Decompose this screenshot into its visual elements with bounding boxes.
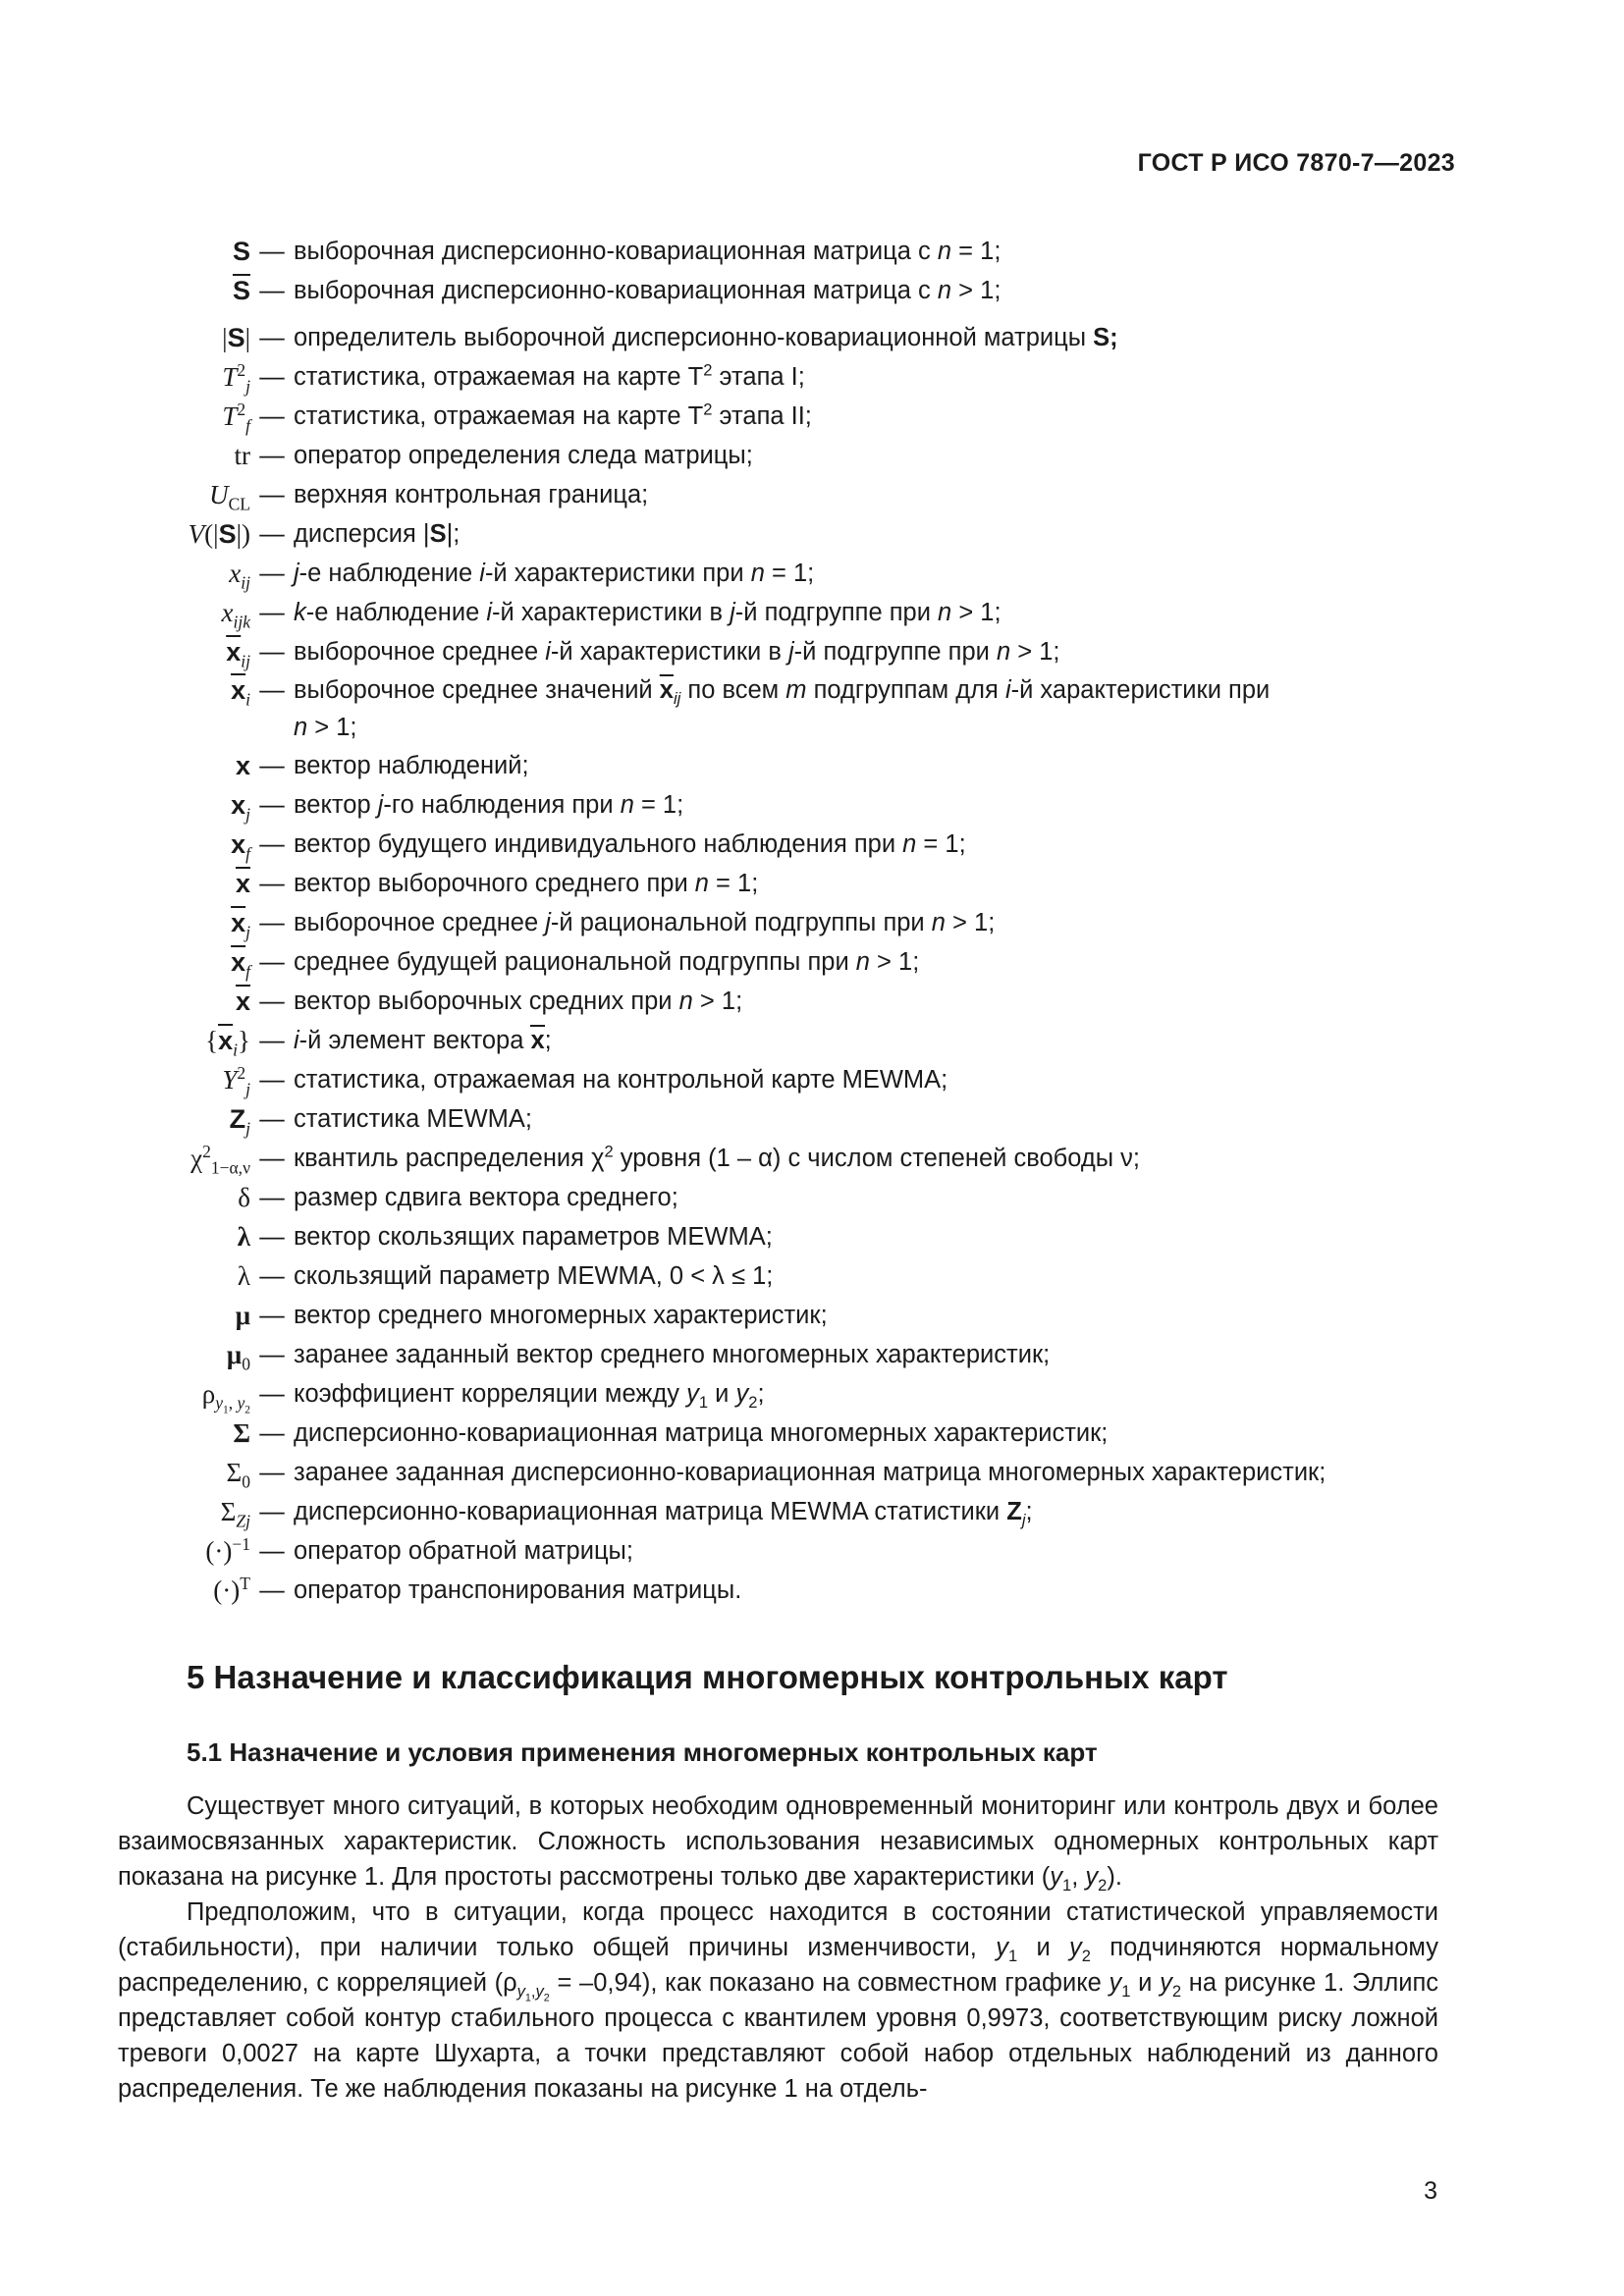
symbol-description: размер сдвига вектора среднего; [294,1184,678,1211]
symbol-row: S — выборочная дисперсионно-ковариационная матрица с n = 1; [0,232,1624,271]
symbol-row: $x_{ij}$ — j-е наблюдение i-й характеристики при n = 1; [0,554,1624,593]
symbol-description: вектор будущего индивидуального наблюдения при n = 1; [294,830,966,858]
symbol-row: $(\cdot)^T$ — оператор транспонирования матрицы. [0,1571,1624,1610]
symbol: $\overline{x}_f$ [231,947,250,982]
body-text [118,1789,1438,2107]
symbol-row: $(\cdot)^{-1}$ — оператор обратной матрицы; [0,1531,1624,1571]
symbol-row: |S| — определитель выборочной дисперсионно-ковариационной матрицы S; [0,318,1624,357]
symbol: $Y^2_j$ [222,1063,250,1099]
symbol-description: статистика, отражаемая на карте $T^2$ этапа I; [294,360,805,391]
symbol: $x_{ij}$ [229,559,250,593]
symbol: $\overline{x}$ [235,869,250,898]
symbol-row: $\overline{x}$ — вектор выборочных средних при n > 1; [0,982,1624,1021]
symbol-row: tr — оператор определения следа матрицы; [0,436,1624,475]
symbol-row: $\Sigma_0$ — заранее заданная дисперсионно-ковариационная матрица многомерных характеристик; [0,1453,1624,1492]
symbol: Σ [233,1418,250,1448]
symbol-row: λ — скользящий параметр MEWMA, 0 < λ ≤ 1; [0,1256,1624,1296]
symbol-description: вектор среднего многомерных характеристик; [294,1302,828,1329]
symbol-description: квантиль распределения $\chi^2$ уровня (1 – α) с числом степеней свободы ν; [294,1142,1140,1172]
symbol-row: $\rho_{y_1, y_2}$ — коэффициент корреляции между $y_1$ и $y_2$; [0,1374,1624,1414]
symbol-row: $\chi^2_{1-\alpha,\nu}$ — квантиль распределения $\chi^2$ уровня (1 – α) с числом степеней свободы ν; [0,1139,1624,1178]
symbol: $Z_j$ [229,1104,250,1139]
symbol-description: выборочная дисперсионно-ковариационная матрица с n = 1; [294,238,1001,265]
symbol-row: $\overline{x}$ — вектор выборочного среднего при n = 1; [0,864,1624,903]
symbol: V(|S|) [188,519,250,549]
symbol-description: k-е наблюдение i-й характеристики в j-й подгруппе при n > 1; [294,599,1001,626]
paragraph: Предположим, что в ситуации, когда процесс находится в состоянии статистической управляемости (стабильности), при наличии только общей причины изменчивости, $y_1$ и $y_2$ подчиняются нормальному распределению, с корреляцией $(\rho_{y_1,y_2} = -0,94)$, как показано на совместном графике $y_1$ и $y_2$ на рисунке 1. Эллипс представляет собой контур стабильного процесса с квантилем уровня 0,9973, соответствующим риску ложной тревоги 0,0027 на карте Шухарта, а точки представляют собой набор отдельных наблюдений из данного распределения. Те же наблюдения показаны на рисунке 1 на отдель- [118,1898,1439,2103]
symbol-row: μ — вектор среднего многомерных характеристик; [0,1296,1624,1335]
symbol-description: выборочное среднее j-й рациональной подгруппы при n > 1; [294,909,996,936]
symbol-row: λ — вектор скользящих параметров MEWMA; [0,1217,1624,1256]
symbol-row: x — вектор наблюдений; [0,746,1624,785]
section-heading: 5 Назначение и классификация многомерных контрольных карт [187,1659,1228,1695]
symbol-description: статистика MEWMA; [294,1105,532,1133]
symbol-row: $x_j$ — вектор j-го наблюдения при n = 1; [0,785,1624,825]
symbol-description: заранее заданный вектор среднего многомерных характеристик; [294,1341,1051,1368]
symbol-description: оператор определения следа матрицы; [294,442,753,469]
symbol: $\overline{x}$ [235,987,250,1016]
symbol: $\chi^2_{1-\alpha,\nu}$ [190,1142,250,1178]
symbol-row: δ — размер сдвига вектора среднего; [0,1178,1624,1217]
symbol: $\rho_{y_1, y_2}$ [201,1379,250,1416]
paragraph: Существует много ситуаций, в которых необходим одновременный мониторинг или контроль двух и более взаимосвязанных характеристик. Сложность использования независимых одномерных контрольных карт показана на рисунке 1. Для простоты рассмотрены только две характеристики ($y_1$, $y_2$). [118,1792,1438,1896]
symbol-description: вектор j-го наблюдения при n = 1; [294,791,684,819]
symbol: μ [235,1301,250,1330]
symbol-description: оператор транспонирования матрицы. [294,1576,742,1604]
symbol: λ [237,1222,250,1252]
document-code: ГОСТ Р ИСО 7870-7—2023 [1137,149,1455,177]
symbol: $\overline{x}_i$ [231,675,250,710]
symbol: $(\cdot)^{-1}$ [205,1534,250,1566]
symbol: $\{\overline{x}_i\}$ [205,1026,250,1060]
page-number: 3 [1424,2177,1437,2205]
symbol-description: заранее заданная дисперсионно-ковариационная матрица многомерных характеристик; [294,1459,1326,1486]
symbol-description: вектор скользящих параметров MEWMA; [294,1223,773,1251]
symbol-row: $T^2_f$ — статистика, отражаемая на карте $T^2$ этапа II; [0,397,1624,436]
symbol: $T^2_f$ [222,400,250,436]
symbol-row: $x_{ijk}$ — k-е наблюдение i-й характеристики в j-й подгруппе при n > 1; [0,593,1624,632]
symbol-description: вектор выборочного среднего при n = 1; [294,870,759,897]
symbol-row: $T^2_j$ — статистика, отражаемая на карте $T^2$ этапа I; [0,357,1624,397]
symbol-description: оператор обратной матрицы; [294,1537,633,1565]
symbol-description: скользящий параметр MEWMA, 0 < λ ≤ 1; [294,1262,774,1290]
symbol-row: $\overline{x}_{ij}$ — выборочное среднее i-й характеристики в j-й подгруппе при n > 1; [0,632,1624,671]
symbol: x [235,751,250,780]
symbol-description: вектор выборочных средних при n > 1; [294,988,743,1015]
symbol-description: i-й элемент вектора $\overline{x}$; [294,1027,552,1054]
symbol-row: $\overline{x}_f$ — среднее будущей рациональной подгруппы при n > 1; [0,942,1624,982]
symbol-row: $x_f$ — вектор будущего индивидуального наблюдения при n = 1; [0,825,1624,864]
symbol-row: $U_{CL}$ — верхняя контрольная граница; [0,475,1624,514]
symbol: $T^2_j$ [222,360,250,397]
symbol-row: V(|S|) — дисперсия |S|; [0,514,1624,554]
symbol-row: $Y^2_j$ — статистика, отражаемая на контрольной карте MEWMA; [0,1060,1624,1099]
symbol: $x_j$ [231,790,250,825]
symbol-row: Σ — дисперсионно-ковариационная матрица многомерных характеристик; [0,1414,1624,1453]
symbol-description: дисперсионно-ковариационная матрица многомерных характеристик; [294,1419,1109,1447]
symbol: $\overline{x}_j$ [231,908,250,942]
symbol: S [232,237,250,266]
symbol-description: выборочная дисперсионно-ковариационная матрица с n > 1; [294,277,1001,304]
symbol: tr [234,441,250,470]
symbol: $\Sigma_{Zj}$ [220,1497,250,1531]
symbol-description: дисперсионно-ковариационная матрица MEWMA статистики $Z_j$; [294,1498,1033,1530]
symbol-row: $\overline{x}_i$ — выборочное среднее значений $\overline{x}_{ij}$ по всем m подгруппам для i-й характеристики при n > 1; [0,671,1624,746]
symbol-description: дисперсия |S|; [294,520,460,548]
symbol-row: $\Sigma_{Zj}$ — дисперсионно-ковариационная матрица MEWMA статистики $Z_j$; [0,1492,1624,1531]
symbol-row: $\overline{S}$ — выборочная дисперсионно-ковариационная матрица с n > 1; [0,271,1624,310]
symbols-list [0,232,1624,1610]
symbol: λ [237,1261,250,1291]
symbol-row: $\overline{x}_j$ — выборочное среднее j-й рациональной подгруппы при n > 1; [0,903,1624,942]
symbol: $\overline{x}_{ij}$ [226,637,250,671]
symbol: $(\cdot)^T$ [213,1574,250,1605]
symbol-description: определитель выборочной дисперсионно-ковариационной матрицы S; [294,324,1118,351]
symbol-description: вектор наблюдений; [294,752,529,779]
symbol-description: j-е наблюдение i-й характеристики при n = 1; [294,560,815,587]
symbol: $x_{ijk}$ [221,598,250,632]
symbol: $\Sigma_0$ [226,1458,250,1492]
symbol-description: статистика, отражаемая на контрольной карте MEWMA; [294,1066,948,1094]
symbol: |S| [222,323,250,352]
symbol: δ [238,1183,250,1212]
symbol: $\mu_0$ [226,1340,250,1374]
symbol-description: коэффициент корреляции между $y_1$ и $y_2$; [294,1380,765,1413]
symbol-description: верхняя контрольная граница; [294,481,649,508]
symbol: $U_{CL}$ [209,480,250,514]
symbol-row: $\mu_0$ — заранее заданный вектор среднего многомерных характеристик; [0,1335,1624,1374]
symbol-description: среднее будущей рациональной подгруппы при n > 1; [294,948,920,976]
symbol-row: $Z_j$ — статистика MEWMA; [0,1099,1624,1139]
symbol: $\overline{S}$ [232,276,250,305]
subsection-heading: 5.1 Назначение и условия применения многомерных контрольных карт [187,1737,1098,1767]
symbol: $x_f$ [231,829,250,864]
symbol-row: $\{\overline{x}_i\}$ — i-й элемент вектора $\overline{x}$; [0,1021,1624,1060]
symbol-description: выборочное среднее i-й характеристики в j-й подгруппе при n > 1; [294,638,1060,666]
symbol-description: выборочное среднее значений $\overline{x}_{ij}$ по всем m подгруппам для i-й характеристики при n > 1; [294,676,1271,741]
symbol-description: статистика, отражаемая на карте $T^2$ этапа II; [294,400,812,430]
